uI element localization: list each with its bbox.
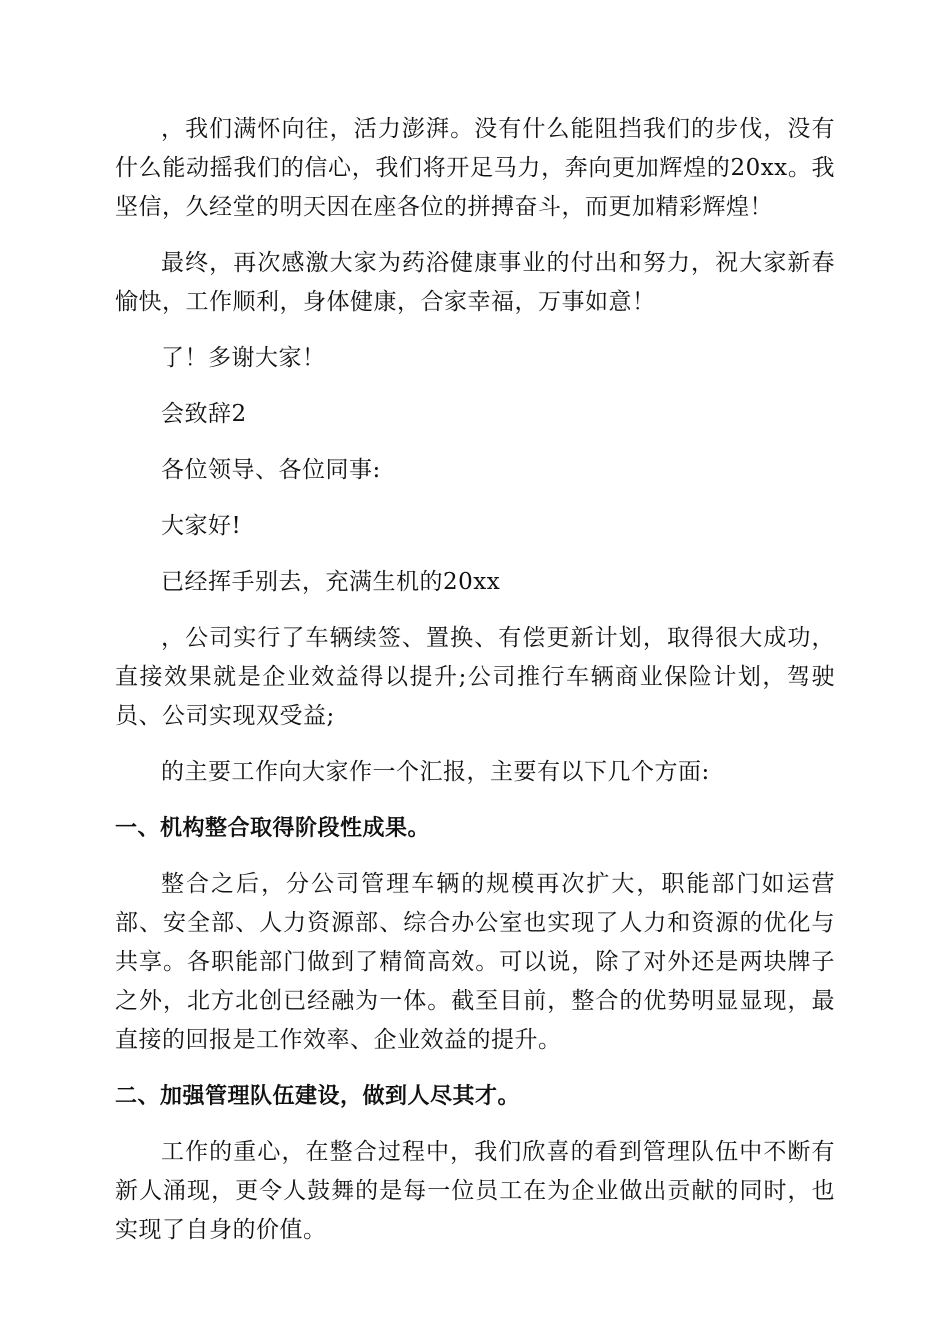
greeting: 大家好! (161, 513, 242, 539)
document-page (115, 110, 835, 1267)
paragraph: 最终，再次感激大家为药浴健康事业的付出和努力，祝大家新春愉快，工作顺利，身体健康，合家幸福，万事如意！ (115, 250, 835, 315)
paragraph: ，公司实行了车辆续签、置换、有偿更新计划，取得很大成功，直接效果就是企业效益得以提升;公司推行车辆商业保险计划，驾驶员、公司实现双受益; (115, 625, 835, 729)
paragraph: 整合之后，分公司管理车辆的规模再次扩大，职能部门如运营部、安全部、人力资源部、综合办公室也实现了人力和资源的优化与共享。各职能部门做到了精简高效。可以说，除了对外还是两块牌子之外，北方北创已经融为一体。截至目前，整合的优势明显显现，最直接的回报是工作效率、企业效益的提升。 (115, 871, 835, 1053)
paragraph: 会致辞2 (161, 401, 247, 427)
paragraph: 的主要工作向大家作一个汇报，主要有以下几个方面: (161, 759, 710, 785)
salutation: 各位领导、各位同事: (161, 457, 381, 483)
paragraph: 了！多谢大家！ (161, 345, 326, 371)
paragraph: 已经挥手别去，充满生机的20xx (161, 569, 501, 595)
section-heading: 一、机构整合取得阶段性成果。 (115, 816, 431, 841)
section-heading: 二、加强管理队伍建设，做到人尽其才。 (115, 1084, 521, 1109)
paragraph: 工作的重心，在整合过程中，我们欣喜的看到管理队伍中不断有新人涌现，更令人鼓舞的是每一位员工在为企业做出贡献的同时，也实现了自身的价值。 (115, 1139, 835, 1243)
paragraph: ，我们满怀向往，活力澎湃。没有什么能阻挡我们的步伐，没有什么能动摇我们的信心，我们将开足马力，奔向更加辉煌的20xx。我坚信，久经堂的明天因在座各位的拼搏奋斗，而更加精彩辉煌！ (115, 116, 835, 220)
